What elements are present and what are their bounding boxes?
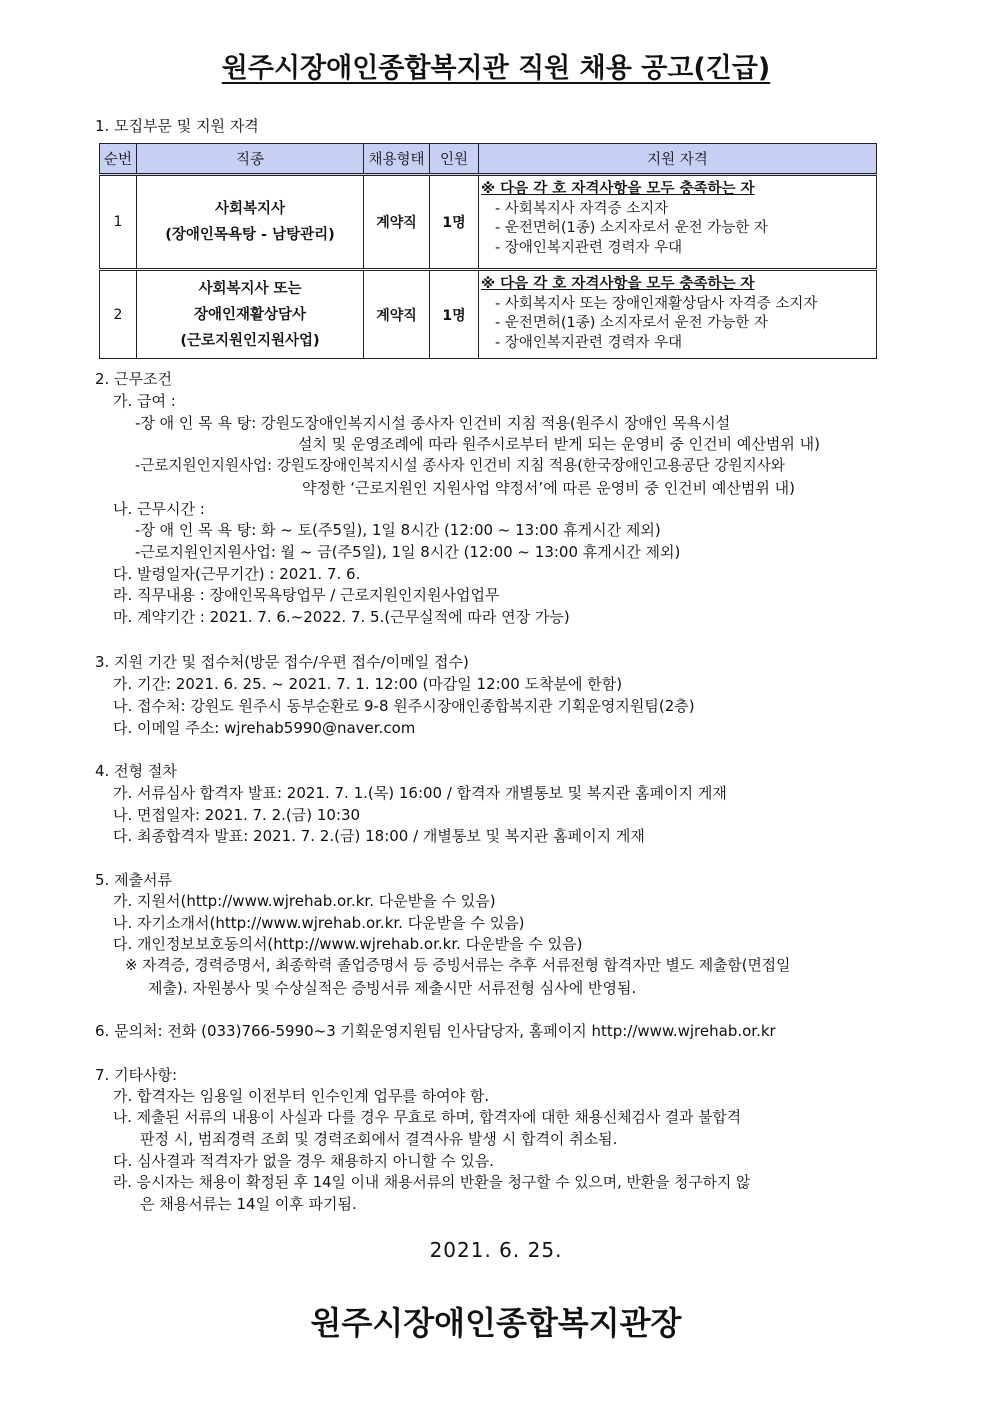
misc-c: 다. 심사결과 적격자가 없을 경우 채용하지 아니할 수 있음.: [113, 1152, 494, 1170]
header-job: 직종: [137, 144, 364, 175]
table-header-row: [100, 144, 877, 175]
header-count: 인원: [430, 144, 479, 175]
apply-period: 가. 기간: 2021. 6. 25. ~ 2021. 7. 1. 12:00 (마감일 12:00 도착분에 한함): [113, 675, 623, 693]
hours-work: -근로지원인지원사업: 월 ~ 금(주5일), 1일 8시간 (12:00 ~ 13:00 휴게시간 제외): [135, 543, 681, 561]
table-row: [100, 270, 877, 359]
header-no: 순번: [100, 144, 137, 175]
section-4-heading: 4. 전형 절차: [95, 762, 177, 780]
section-6-contact: 6. 문의처: 전화 (033)766-5990~3 기획운영지원팀 인사담당자, 홈페이지 http://www.wjrehab.or.kr: [95, 1022, 776, 1040]
misc-d-2: 은 채용서류는 14일 이후 파기됨.: [140, 1195, 357, 1213]
announcement-date: 2021. 6. 25.: [429, 1238, 563, 1262]
apply-email: 다. 이메일 주소: wjrehab5990@naver.com: [113, 719, 416, 737]
start-date: 다. 발령일자(근무기간) : 2021. 7. 6.: [113, 565, 361, 583]
interview-date: 나. 면접일자: 2021. 7. 2.(금) 10:30: [113, 806, 361, 824]
final-announcement: 다. 최종합격자 발표: 2021. 7. 2.(금) 18:00 / 개별통보 및 복지관 홈페이지 게재: [113, 827, 645, 845]
section-2-heading: 2. 근무조건: [95, 370, 173, 388]
pay-bath-line-1: -장 애 인 목 욕 탕: 강원도장애인복지시설 종사자 인건비 지침 적용(원주시 장애인 목욕시설: [135, 414, 731, 432]
header-qualification: 지원 자격: [479, 144, 877, 175]
section-1-heading: 1. 모집부문 및 지원 자격: [95, 117, 259, 135]
misc-a: 가. 합격자는 임용일 이전부터 인수인계 업무를 하여야 함.: [113, 1087, 490, 1105]
doc-note-2: 제출). 자원봉사 및 수상실적은 증빙서류 제출시만 서류전형 심사에 반영됨.: [148, 979, 637, 997]
pay-label: 가. 급여 :: [113, 392, 176, 410]
pay-work-line-1: -근로지원인지원사업: 강원도장애인복지시설 종사자 인건비 지침 적용(한국장애인고용공단 강원지사와: [135, 457, 785, 474]
row-job: 사회복지사 (장애인목욕탕 - 남탕관리): [137, 175, 364, 270]
doc-self-intro: 나. 자기소개서(http://www.wjrehab.or.kr. 다운받을 수 있음): [113, 914, 525, 932]
section-3-heading: 3. 지원 기간 및 접수처(방문 접수/우편 접수/이메일 접수): [95, 653, 469, 671]
row-count: 1명: [430, 270, 479, 359]
organization-signature: 원주시장애인종합복지관장: [310, 1304, 682, 1342]
pay-bath-line-2: 설치 및 운영조례에 따라 원주시로부터 받게 되는 운영비 중 인건비 예산범위 내): [298, 435, 820, 453]
row-type: 계약직: [364, 270, 430, 359]
row-qualification: ※ 다음 각 호 자격사항을 모두 충족하는 자 - 사회복지사 또는 장애인재활상담사 자격증 소지자 - 운전면허(1종) 소지자로서 운전 가능한 자 - 장애인복지관련 경력자 우대: [479, 270, 877, 359]
doc-application: 가. 지원서(http://www.wjrehab.or.kr. 다운받을 수 있음): [113, 892, 496, 910]
doc-privacy: 다. 개인정보보호동의서(http://www.wjrehab.or.kr. 다운받을 수 있음): [113, 935, 583, 953]
apply-place: 나. 접수처: 강원도 원주시 동부순환로 9-8 원주시장애인종합복지관 기획운영지원팀(2층): [113, 697, 695, 715]
misc-b-2: 판정 시, 범죄경력 조회 및 경력조회에서 결격사유 발생 시 합격이 취소됨.: [140, 1130, 618, 1148]
hours-bath: -장 애 인 목 욕 탕: 화 ~ 토(주5일), 1일 8시간 (12:00 ~ 13:00 휴게시간 제외): [135, 521, 661, 539]
misc-d-1: 라. 응시자는 채용이 확정된 후 14일 이내 채용서류의 반환을 청구할 수 있으며, 반환을 청구하지 않: [113, 1174, 751, 1191]
row-no: 1: [100, 175, 137, 270]
recruitment-table: [99, 143, 877, 359]
doc-screening: 가. 서류심사 합격자 발표: 2021. 7. 1.(목) 16:00 / 합격자 개별통보 및 복지관 홈페이지 게재: [113, 784, 727, 802]
contract-period: 마. 계약기간 : 2021. 7. 6.~2022. 7. 5.(근무실적에 따라 연장 가능): [113, 608, 570, 626]
table-row: [100, 175, 877, 270]
row-qualification: ※ 다음 각 호 자격사항을 모두 충족하는 자 - 사회복지사 자격증 소지자 - 운전면허(1종) 소지자로서 운전 가능한 자 - 장애인복지관련 경력자 우대: [479, 175, 877, 270]
pay-work-line-2: 약정한 ‘근로지원인 지원사업 약정서’에 따른 운영비 중 인건비 예산범위 내): [302, 479, 796, 497]
misc-b-1: 나. 제출된 서류의 내용이 사실과 다를 경우 무효로 하며, 합격자에 대한 채용신체검사 결과 불합격: [113, 1109, 742, 1126]
duty: 라. 직무내용 : 장애인목욕탕업무 / 근로지원인지원사업업무: [113, 586, 500, 604]
row-count: 1명: [430, 175, 479, 270]
page-title: 원주시장애인종합복지관 직원 채용 공고(긴급): [221, 53, 771, 84]
section-5-heading: 5. 제출서류: [95, 871, 173, 889]
row-type: 계약직: [364, 175, 430, 270]
header-type: 채용형태: [364, 144, 430, 175]
hours-label: 나. 근무시간 :: [113, 500, 205, 518]
row-job: 사회복지사 또는 장애인재활상담사 (근로지원인지원사업): [137, 270, 364, 359]
doc-note-1: ※ 자격증, 경력증명서, 최종학력 졸업증명서 등 증빙서류는 추후 서류전형 합격자만 별도 제출함(면접일: [125, 957, 791, 974]
row-no: 2: [100, 270, 137, 359]
section-7-heading: 7. 기타사항:: [95, 1066, 178, 1084]
